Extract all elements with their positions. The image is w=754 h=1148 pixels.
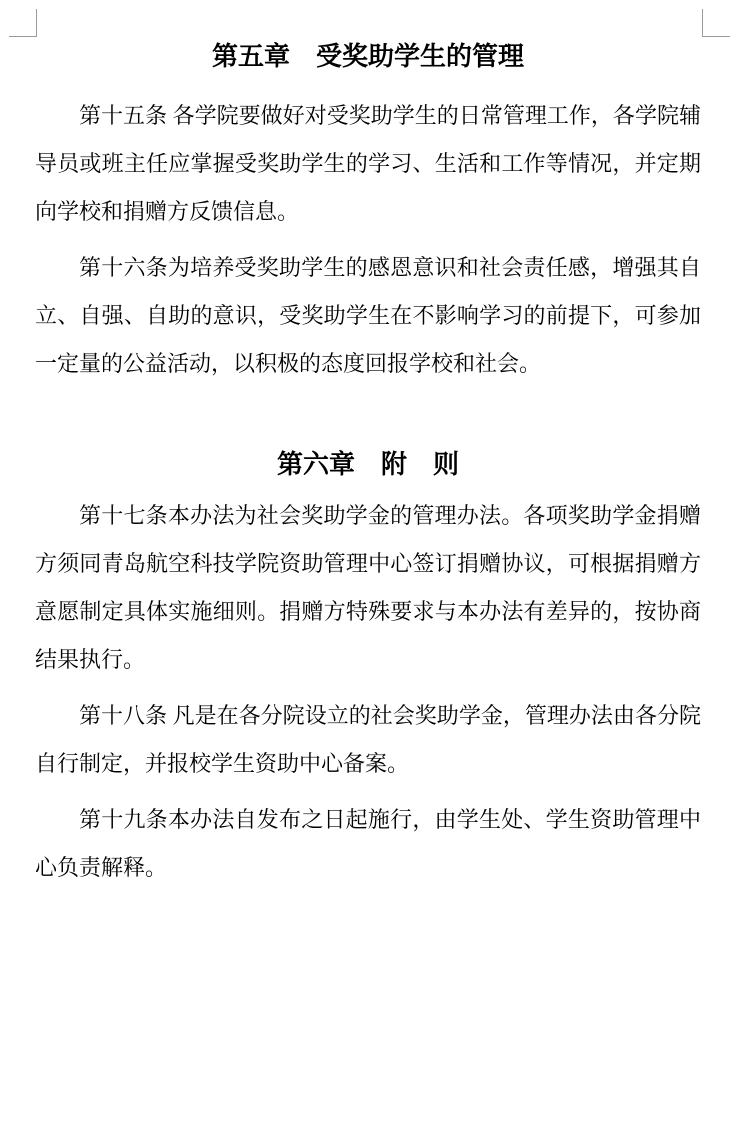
article-19-paragraph: 第十九条本办法自发布之日起施行，由学生处、学生资助管理中心负责解释。 — [35, 807, 701, 880]
article-18-paragraph: 第十八条 凡是在各分院设立的社会奖助学金，管理办法由各分院自行制定，并报校学生资助中心备案。 — [35, 703, 701, 776]
article-15-paragraph: 第十五条 各学院要做好对受奖助学生的日常管理工作，各学院辅导员或班主任应掌握受奖助学生的学习、生活和工作等情况，并定期向学校和捐赠方反馈信息。 — [35, 103, 701, 224]
margin-crop-mark-top-left — [9, 9, 37, 37]
margin-crop-mark-top-right — [702, 9, 730, 37]
article-16-paragraph: 第十六条为培养受奖助学生的感恩意识和社会责任感，增强其自立、自强、自助的意识，受奖助学生在不影响学习的前提下，可参加一定量的公益活动，以积极的态度回报学校和社会。 — [35, 255, 701, 376]
chapter-5-heading: 第五章 受奖助学生的管理 — [211, 41, 524, 71]
chapter-6-heading: 第六章 附 则 — [276, 449, 459, 479]
document-body — [35, 40, 701, 900]
article-17-paragraph: 第十七条本办法为社会奖助学金的管理办法。各项奖助学金捐赠方须同青岛航空科技学院资助管理中心签订捐赠协议，可根据捐赠方意愿制定具体实施细则。捐赠方特殊要求与本办法有差异的，按协商结果执行。 — [35, 503, 701, 672]
